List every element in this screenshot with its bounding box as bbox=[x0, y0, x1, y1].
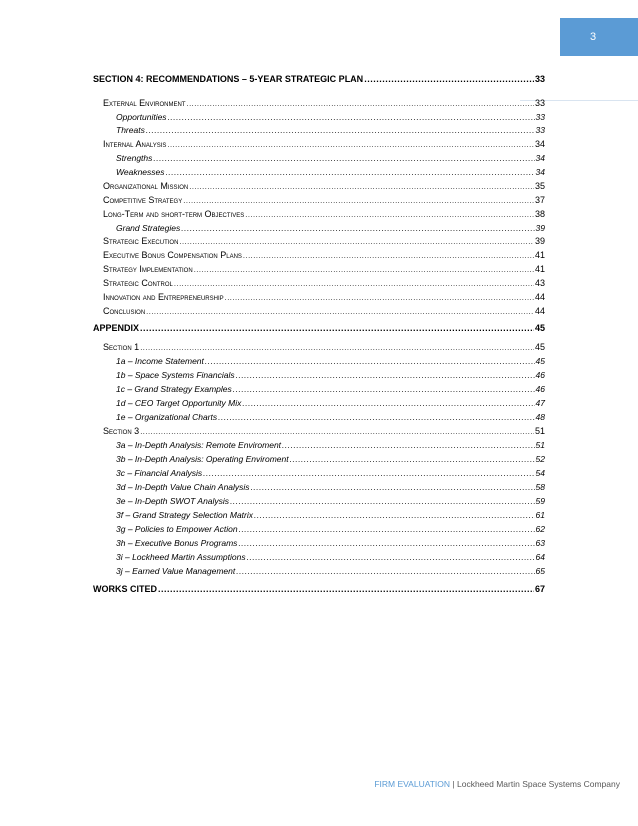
toc-entry-page: 45 bbox=[534, 323, 545, 333]
toc-dot-leader bbox=[238, 537, 534, 549]
toc-dot-leader bbox=[233, 383, 535, 395]
toc-entry-page: 33 bbox=[534, 98, 545, 108]
toc-entry[interactable] bbox=[103, 341, 545, 354]
toc-entry-page: 41 bbox=[534, 264, 545, 274]
toc-entry-title: 3a – In-Depth Analysis: Remote Enviroment bbox=[116, 440, 282, 450]
toc-dot-leader bbox=[194, 264, 534, 276]
toc-entry-title: 1c – Grand Strategy Examples bbox=[116, 384, 232, 394]
toc-dot-leader bbox=[203, 467, 534, 479]
toc-entry-title: Conclusion bbox=[103, 306, 146, 316]
toc-entry-page: 51 bbox=[535, 440, 545, 450]
toc-entry[interactable] bbox=[116, 453, 545, 466]
toc-dot-leader bbox=[236, 369, 535, 381]
toc-entry-page: 37 bbox=[534, 195, 545, 205]
toc-entry-title: Strengths bbox=[116, 153, 153, 163]
toc-dot-leader bbox=[218, 411, 534, 423]
toc-entry[interactable] bbox=[103, 249, 545, 262]
toc-entry[interactable] bbox=[103, 425, 545, 438]
toc-entry-page: 62 bbox=[535, 524, 545, 534]
toc-entry-title: Weaknesses bbox=[116, 167, 165, 177]
page-number-badge bbox=[560, 18, 638, 56]
toc-entry-title: 3d – In-Depth Value Chain Analysis bbox=[116, 482, 250, 492]
toc-entry[interactable] bbox=[116, 565, 545, 578]
toc-entry-page: 44 bbox=[534, 306, 545, 316]
toc-entry-page: 41 bbox=[534, 250, 545, 260]
toc-dot-leader bbox=[146, 124, 535, 136]
toc-dot-leader bbox=[254, 509, 535, 521]
toc-dot-leader bbox=[225, 292, 534, 304]
toc-dot-leader bbox=[236, 565, 534, 577]
toc-entry-title: 3c – Financial Analysis bbox=[116, 468, 203, 478]
toc-entry-title: 3e – In-Depth SWOT Analysis bbox=[116, 496, 230, 506]
toc-dot-leader bbox=[174, 278, 534, 290]
toc-entry-title: Strategic Execution bbox=[103, 236, 179, 246]
toc-entry[interactable] bbox=[103, 277, 545, 290]
toc-dot-leader bbox=[242, 397, 534, 409]
toc-dot-leader bbox=[140, 426, 534, 438]
toc-dot-leader bbox=[205, 355, 535, 367]
toc-dot-leader bbox=[187, 98, 534, 110]
toc-dot-leader bbox=[140, 342, 534, 354]
toc-entry[interactable] bbox=[116, 467, 545, 480]
toc-dot-leader bbox=[168, 111, 535, 123]
toc-entry-page: 45 bbox=[535, 356, 545, 366]
toc-entry[interactable] bbox=[103, 97, 545, 110]
toc-entry-title: Executive Bonus Compensation Plans bbox=[103, 250, 242, 260]
toc-entry-page: 35 bbox=[534, 181, 545, 191]
toc-entry[interactable] bbox=[116, 355, 545, 368]
toc-entry-page: 64 bbox=[535, 552, 545, 562]
toc-entry[interactable] bbox=[116, 222, 545, 235]
footer-separator: | bbox=[450, 779, 457, 789]
toc-dot-leader bbox=[179, 236, 534, 248]
toc-dot-leader bbox=[364, 73, 534, 85]
toc-entry-title: Threats bbox=[116, 125, 145, 135]
toc-entry-page: 59 bbox=[535, 496, 545, 506]
toc-entry[interactable] bbox=[103, 291, 545, 304]
toc-dot-leader bbox=[230, 495, 534, 507]
toc-dot-leader bbox=[282, 439, 534, 451]
toc-dot-leader bbox=[140, 322, 534, 334]
toc-entry-title: Strategic Control bbox=[103, 278, 173, 288]
toc-entry[interactable] bbox=[116, 111, 545, 124]
toc-entry-title: 3j – Earned Value Management bbox=[116, 566, 236, 576]
toc-entry[interactable] bbox=[93, 73, 545, 86]
toc-entry-title: Section 1 bbox=[103, 342, 140, 352]
toc-entry-title: 1e – Organizational Charts bbox=[116, 412, 218, 422]
toc-dot-leader bbox=[167, 139, 534, 151]
toc-entry-title: Grand Strategies bbox=[116, 223, 181, 233]
toc-entry[interactable] bbox=[116, 509, 545, 522]
toc-dot-leader bbox=[181, 222, 534, 234]
toc-entry-title: Organizational Mission bbox=[103, 181, 189, 191]
toc-dot-leader bbox=[189, 181, 534, 193]
toc-entry-page: 63 bbox=[535, 538, 545, 548]
toc-entry[interactable] bbox=[116, 537, 545, 550]
toc-entry-page: 34 bbox=[534, 139, 545, 149]
toc-entry-title: Opportunities bbox=[116, 112, 167, 122]
toc-entry-title: Competitive Strategy bbox=[103, 195, 183, 205]
toc-entry-page: 33 bbox=[534, 74, 545, 84]
toc-entry-page: 46 bbox=[535, 384, 545, 394]
toc-dot-leader bbox=[247, 551, 535, 563]
toc-entry-page: 65 bbox=[535, 566, 545, 576]
toc-dot-leader bbox=[166, 166, 535, 178]
toc-entry-page: 39 bbox=[534, 236, 545, 246]
toc-entry-title: 3h – Executive Bonus Programs bbox=[116, 538, 238, 548]
toc-dot-leader bbox=[251, 481, 535, 493]
toc-entry-title: 1b – Space Systems Financials bbox=[116, 370, 235, 380]
toc-entry-title: Section 3 bbox=[103, 426, 140, 436]
toc-dot-leader bbox=[153, 152, 534, 164]
toc-entry[interactable] bbox=[103, 235, 545, 248]
footer-label: FIRM EVALUATION bbox=[374, 779, 451, 789]
toc-entry-page: 46 bbox=[535, 370, 545, 380]
toc-entry-page: 43 bbox=[534, 278, 545, 288]
toc-entry-title: 3g – Policies to Empower Action bbox=[116, 524, 238, 534]
toc-entry-page: 34 bbox=[535, 167, 545, 177]
toc-entry[interactable] bbox=[103, 194, 545, 207]
toc-dot-leader bbox=[243, 250, 534, 262]
toc-entry-page: 34 bbox=[535, 153, 545, 163]
toc-entry[interactable] bbox=[116, 152, 545, 165]
toc-entry-title: APPENDIX bbox=[93, 323, 140, 333]
toc-entry-page: 58 bbox=[535, 482, 545, 492]
toc-entry[interactable] bbox=[103, 138, 545, 151]
toc-entry-page: 33 bbox=[535, 112, 545, 122]
footer-company: Lockheed Martin Space Systems Company bbox=[457, 779, 620, 789]
toc-entry-page: 52 bbox=[535, 454, 545, 464]
toc-entry-title: SECTION 4: RECOMMENDATIONS – 5-YEAR STRATEGIC PLAN bbox=[93, 74, 364, 84]
toc-entry[interactable] bbox=[116, 495, 545, 508]
toc-entry-page: 51 bbox=[534, 426, 545, 436]
toc-entry[interactable] bbox=[93, 322, 545, 335]
toc-entry-page: 45 bbox=[534, 342, 545, 352]
toc-dot-leader bbox=[245, 209, 534, 221]
toc-entry[interactable] bbox=[116, 383, 545, 396]
toc-entry[interactable] bbox=[116, 411, 545, 424]
toc-entry-page: 39 bbox=[535, 223, 545, 233]
toc-entry-page: 48 bbox=[535, 412, 545, 422]
toc-entry-page: 38 bbox=[534, 209, 545, 219]
toc-entry[interactable] bbox=[116, 166, 545, 179]
toc-dot-leader bbox=[146, 306, 534, 318]
toc-entry-title: 3i – Lockheed Martin Assumptions bbox=[116, 552, 246, 562]
toc-entry-title: WORKS CITED bbox=[93, 584, 157, 594]
toc-entry[interactable] bbox=[116, 439, 545, 452]
toc-entry[interactable] bbox=[116, 397, 545, 410]
toc-entry-page: 61 bbox=[535, 510, 545, 520]
toc-entry[interactable] bbox=[116, 369, 545, 382]
page-number: 3 bbox=[589, 31, 597, 43]
toc-entry-page: 33 bbox=[535, 125, 545, 135]
toc-entry[interactable] bbox=[116, 523, 545, 536]
toc-entry-title: 3f – Grand Strategy Selection Matrix bbox=[116, 510, 254, 520]
toc-entry-page: 54 bbox=[535, 468, 545, 478]
toc-entry[interactable] bbox=[103, 180, 545, 193]
toc-entry[interactable] bbox=[103, 305, 545, 318]
toc-entry-page: 67 bbox=[534, 584, 545, 594]
toc-entry-page: 44 bbox=[534, 292, 545, 302]
page-footer bbox=[374, 779, 620, 789]
toc-entry-title: Long-Term and short-term Objectives bbox=[103, 209, 245, 219]
toc-dot-leader bbox=[158, 583, 534, 595]
toc-entry-title: 3b – In-Depth Analysis: Operating Enviroment bbox=[116, 454, 289, 464]
toc-entry[interactable] bbox=[103, 208, 545, 221]
toc-entry-title: 1d – CEO Target Opportunity Mix bbox=[116, 398, 242, 408]
toc-entry[interactable] bbox=[116, 481, 545, 494]
toc-entry[interactable] bbox=[116, 551, 545, 564]
toc-entry[interactable] bbox=[93, 583, 545, 596]
toc-entry-title: External Environment bbox=[103, 98, 186, 108]
toc-dot-leader bbox=[239, 523, 535, 535]
toc-entry-title: 1a – Income Statement bbox=[116, 356, 204, 366]
toc-dot-leader bbox=[183, 195, 534, 207]
toc-entry-title: Strategy Implementation bbox=[103, 264, 193, 274]
toc-entry-title: Innovation and Entrepreneurship bbox=[103, 292, 224, 302]
toc-entry-page: 47 bbox=[535, 398, 545, 408]
toc-entry-title: Internal Analysis bbox=[103, 139, 167, 149]
toc-entry[interactable] bbox=[103, 263, 545, 276]
toc-entry[interactable] bbox=[116, 124, 545, 137]
toc-dot-leader bbox=[290, 453, 535, 465]
